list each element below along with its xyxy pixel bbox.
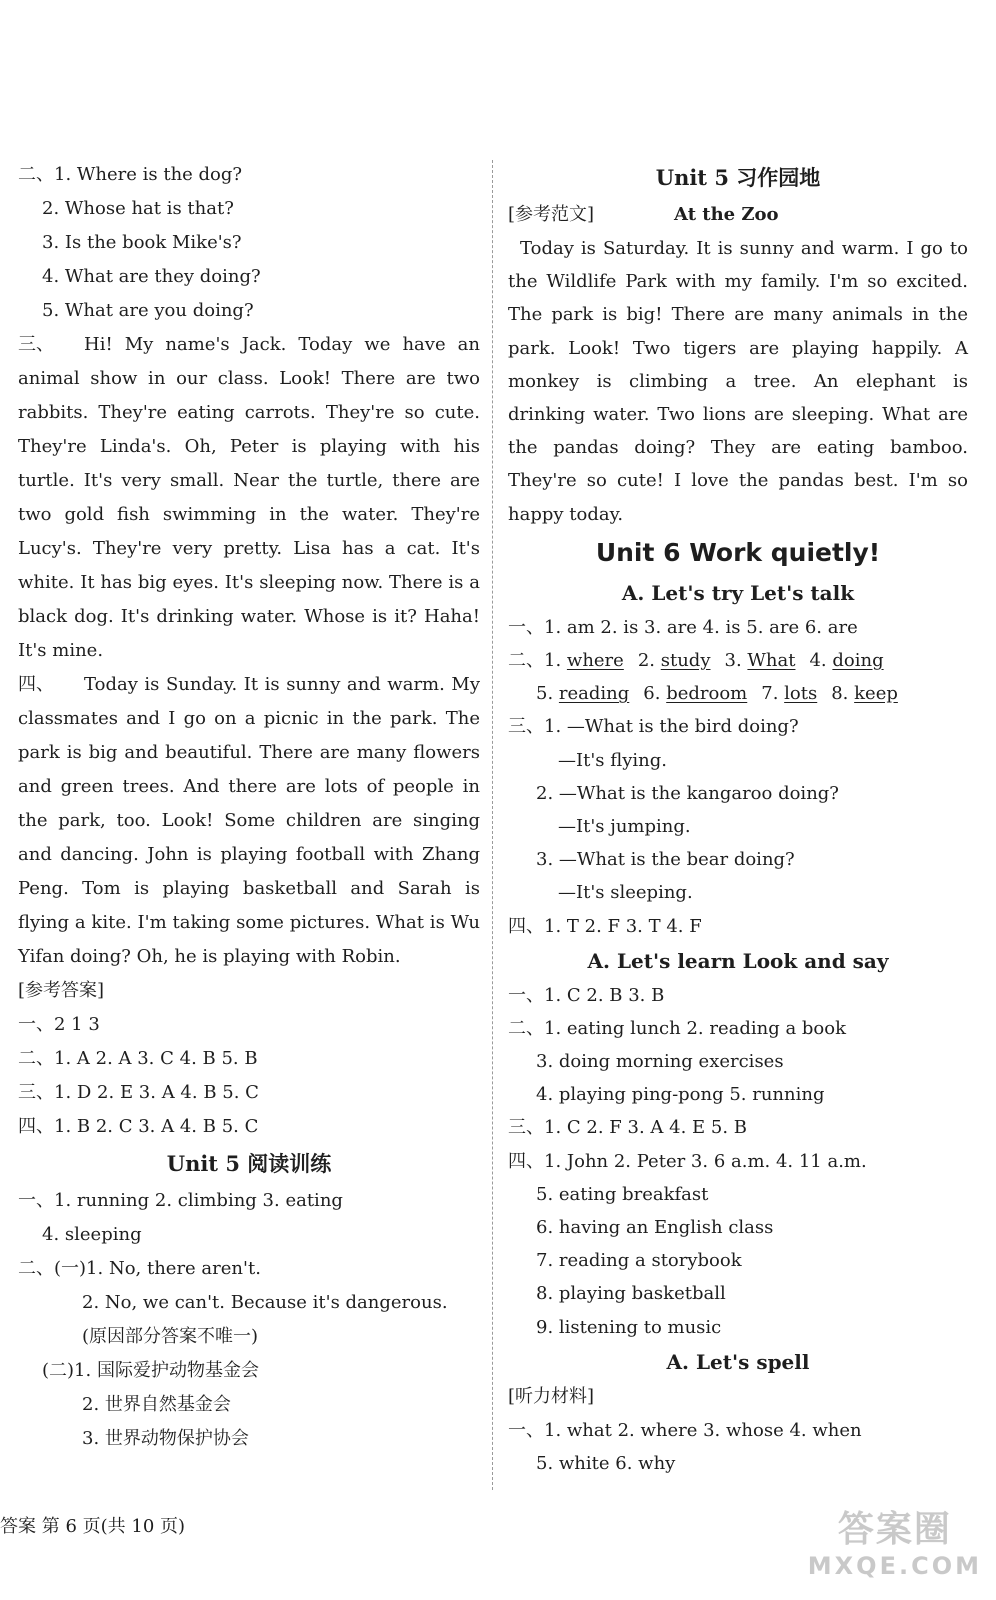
sample-essay: Today is Saturday. It is sunny and warm. I go to the Wildlife Park with my family. I'm so excited. The park is big! There are many animals in the park. Look! Two tigers are playing happily. A monkey is climbing a tree. An elephant is drinking water. Two lions are sleeping. What are the pandas doing? They are eating bamboo. They're so cute! I love the pandas best. I'm so happy today. bbox=[508, 238, 968, 525]
listen-label: [听力材料] bbox=[508, 1385, 595, 1407]
sec3-label: 三、 bbox=[18, 334, 54, 355]
reading-1: 一、1. running 2. climbing 3. eating bbox=[18, 1190, 343, 1211]
learn-2c: 4. playing ping-pong 5. running bbox=[536, 1084, 825, 1106]
sec4-text: Today is Sunday. It is sunny and warm. My classmates and I go on a picnic in the park. The park is big and beautiful. There are many flowers and green trees. And there are lots of people in the park, too. Look! Some children are singing and dancing. John is playing football with Zhang Peng. Tom is playing basketball and Sarah is flying a kite. I'm taking some pictures. What is Wu Yifan doing? Oh, he is playing with Robin. bbox=[18, 674, 480, 967]
learn-4b: 5. eating breakfast bbox=[536, 1183, 709, 1205]
learn-4c: 6. having an English class bbox=[536, 1217, 774, 1239]
reading-2c: (原因部分答案不唯一) bbox=[82, 1326, 259, 1347]
answer-4: 四、1. B 2. C 3. A 4. B 5. C bbox=[18, 1116, 259, 1137]
sample-header bbox=[508, 198, 968, 232]
talk-3e: 3. —What is the bear doing? bbox=[536, 849, 795, 871]
reading-2e: 2. 世界自然基金会 bbox=[82, 1394, 231, 1415]
sec2-q4: 4. What are they doing? bbox=[42, 266, 261, 287]
page-footer: 答案 第 6 页(共 10 页) bbox=[0, 1516, 186, 1537]
talk-2 bbox=[508, 644, 968, 677]
talk-2-prefix: 二、 bbox=[508, 650, 544, 672]
talk-title: A. Let's try Let's talk bbox=[621, 580, 855, 605]
talk-2-num: 2. bbox=[637, 650, 661, 672]
watermark-line1: 答案圈 bbox=[837, 1509, 952, 1550]
answer-1: 一、2 1 3 bbox=[18, 1014, 100, 1035]
sec2-q3: 3. Is the book Mike's? bbox=[42, 232, 242, 253]
reading-2f: 3. 世界动物保护协会 bbox=[82, 1428, 249, 1449]
writing-title: Unit 5 习作园地 bbox=[655, 165, 821, 190]
sec3-text: Hi! My name's Jack. Today we have an animal show in our class. Look! There are two rabbits. They're eating carrots. They're so cute. They're Linda's. Oh, Peter is playing with his turtle. It's very small. Near the turtle, there are two gold fish swimming in the water. They're Lucy's. They're very pretty. Lisa has a cat. It's white. It has big eyes. It's sleeping now. There is a black dog. It's drinking water. Whose is it? Haha! It's mine. bbox=[18, 334, 480, 661]
column-divider bbox=[492, 160, 493, 1490]
answer-2: 二、1. A 2. A 3. C 4. B 5. B bbox=[18, 1048, 258, 1069]
sec3-passage bbox=[18, 328, 480, 668]
talk-2b-num: 5. bbox=[536, 683, 559, 705]
learn-2b: 3. doing morning exercises bbox=[536, 1051, 784, 1073]
sec2-q1: 二、1. Where is the dog? bbox=[18, 164, 243, 185]
learn-title: A. Let's learn Look and say bbox=[587, 948, 889, 973]
talk-2b-word: keep bbox=[854, 683, 898, 705]
talk-2b-word: reading bbox=[558, 683, 630, 705]
talk-2-num: 1. bbox=[544, 650, 567, 672]
reading-title: Unit 5 阅读训练 bbox=[166, 1151, 332, 1176]
talk-2b-num: 8. bbox=[831, 683, 855, 705]
talk-2-word: where bbox=[566, 650, 624, 672]
talk-2b-word: bedroom bbox=[666, 683, 748, 705]
talk-2b-word: lots bbox=[784, 683, 818, 705]
learn-4d: 7. reading a storybook bbox=[536, 1250, 742, 1272]
reading-1b: 4. sleeping bbox=[42, 1224, 142, 1245]
sec4-label: 四、 bbox=[18, 674, 54, 695]
learn-4: 四、1. John 2. Peter 3. 6 a.m. 4. 11 a.m. bbox=[508, 1150, 867, 1172]
right-column bbox=[508, 158, 968, 1480]
watermark-line2: MXQE.COM bbox=[807, 1552, 982, 1580]
talk-3a: 三、1. —What is the bird doing? bbox=[508, 716, 799, 738]
talk-2-word: What bbox=[747, 650, 796, 672]
reading-2b: 2. No, we can't. Because it's dangerous. bbox=[82, 1292, 448, 1313]
talk-2-num: 3. bbox=[724, 650, 748, 672]
sample-label: [参考范文] bbox=[508, 204, 595, 225]
learn-1: 一、1. C 2. B 3. B bbox=[508, 984, 665, 1006]
spell-1b: 5. white 6. why bbox=[536, 1452, 676, 1474]
talk-3f: —It's sleeping. bbox=[558, 882, 693, 904]
talk-2-word: study bbox=[660, 650, 711, 672]
learn-4f: 9. listening to music bbox=[536, 1316, 722, 1338]
talk-3c: 2. —What is the kangaroo doing? bbox=[536, 782, 839, 804]
watermark bbox=[808, 1501, 982, 1580]
sec2-q5: 5. What are you doing? bbox=[42, 300, 254, 321]
reading-2d: (二)1. 国际爱护动物基金会 bbox=[42, 1360, 259, 1381]
unit6-title: Unit 6 Work quietly! bbox=[595, 537, 881, 567]
learn-3: 三、1. C 2. F 3. A 4. E 5. B bbox=[508, 1117, 747, 1139]
talk-1: 一、1. am 2. is 3. are 4. is 5. are 6. are bbox=[508, 616, 858, 638]
talk-2b-num: 7. bbox=[761, 683, 785, 705]
talk-2b-num: 6. bbox=[643, 683, 667, 705]
talk-2-word: doing bbox=[832, 650, 884, 672]
ref-answer-label: [参考答案] bbox=[18, 980, 105, 1001]
learn-2: 二、1. eating lunch 2. reading a book bbox=[508, 1017, 847, 1039]
sample-title: At the Zoo bbox=[674, 204, 779, 225]
talk-4: 四、1. T 2. F 3. T 4. F bbox=[508, 915, 702, 937]
sec2-q2: 2. Whose hat is that? bbox=[42, 198, 234, 219]
talk-2-num: 4. bbox=[809, 650, 833, 672]
talk-3b: —It's flying. bbox=[558, 749, 668, 771]
answer-3: 三、1. D 2. E 3. A 4. B 5. C bbox=[18, 1082, 259, 1103]
spell-title: A. Let's spell bbox=[666, 1349, 810, 1374]
left-column bbox=[18, 158, 480, 1456]
reading-2a: 二、(一)1. No, there aren't. bbox=[18, 1258, 261, 1279]
talk-2b bbox=[508, 677, 968, 710]
learn-4e: 8. playing basketball bbox=[536, 1283, 726, 1305]
talk-3d: —It's jumping. bbox=[558, 815, 691, 837]
sec4-passage bbox=[18, 668, 480, 974]
spell-1: 一、1. what 2. where 3. whose 4. when bbox=[508, 1419, 862, 1441]
